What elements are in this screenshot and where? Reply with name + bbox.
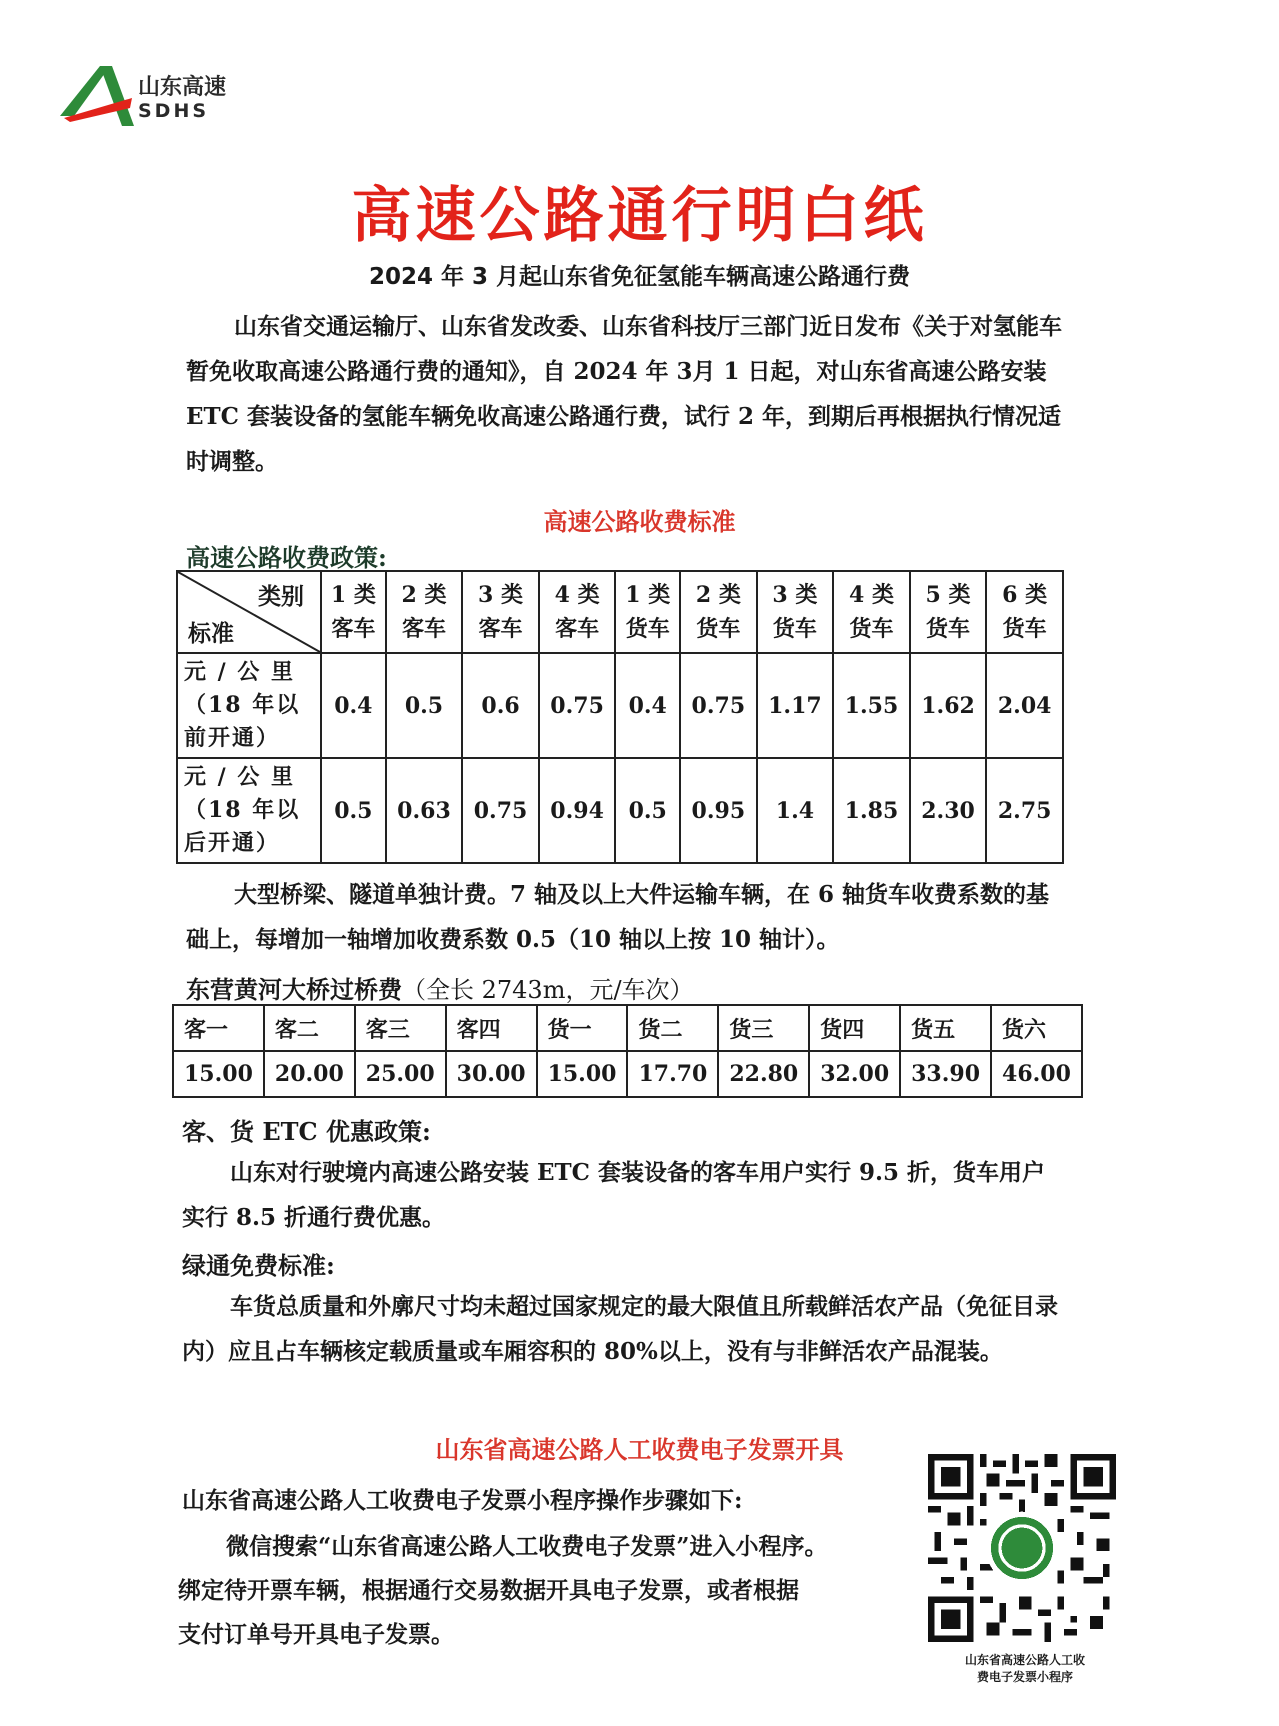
invoice-step-bind: 绑定待开票车辆，根据通行交易数据开具电子发票，或者根据 bbox=[178, 1577, 799, 1604]
intro-paragraph: 山东省交通运输厅、山东省发改委、山东省科技厅三部门近日发布《关于对氢能车暂免收取高速公路通行费的通知》，自 2024 年 3月 1 日起，对山东省高速公路安装 ETC 套装设备的氢能车辆免收高速公路通行费，试行 2 年，到期后再根据执行情况适时调整。 bbox=[186, 313, 1062, 475]
fee-cell: 0.75 bbox=[462, 758, 539, 863]
fee-cell: 1.62 bbox=[910, 653, 987, 758]
fee-col-header: 4 类 客车 bbox=[539, 571, 616, 653]
fee-cell: 2.75 bbox=[986, 758, 1063, 863]
qr-code-icon bbox=[928, 1454, 1116, 1642]
fee-cell: 1.17 bbox=[757, 653, 834, 758]
invoice-step-search: 微信搜索“山东省高速公路人工收费电子发票”进入小程序。 bbox=[226, 1533, 828, 1560]
fee-table bbox=[176, 570, 1064, 864]
green-channel-text: 车货总质量和外廓尺寸均未超过国家规定的最大限值且所载鲜活农产品（免征目录内）应且占车辆核定载质量或车厢容积的 80%以上，没有与非鲜活农产品混装。 bbox=[182, 1293, 1058, 1365]
fee-col-header: 3 类 货车 bbox=[757, 571, 834, 653]
bridge-toll-cell: 32.00 bbox=[809, 1051, 900, 1097]
bridge-toll-table bbox=[172, 1004, 1083, 1098]
corner-standard-label: 标准 bbox=[188, 620, 234, 647]
page-title: 高速公路通行明白纸 bbox=[351, 181, 928, 251]
fee-cell: 0.63 bbox=[386, 758, 463, 863]
fee-cell: 0.4 bbox=[615, 653, 680, 758]
fee-cell: 0.95 bbox=[680, 758, 757, 863]
green-channel-label: 绿通免费标准: bbox=[182, 1251, 335, 1280]
page-subtitle: 2024 年 3 月起山东省免征氢能车辆高速公路通行费 bbox=[368, 264, 911, 290]
bridge-toll-header-row bbox=[173, 1005, 1082, 1051]
bridge-toll-value-row bbox=[173, 1051, 1082, 1097]
fee-cell: 0.5 bbox=[386, 653, 463, 758]
qr-caption-line-2: 费电子发票小程序 bbox=[976, 1670, 1073, 1684]
fee-table-row-post2018 bbox=[177, 758, 1063, 863]
fee-cell: 0.94 bbox=[539, 758, 616, 863]
fee-table-corner bbox=[177, 571, 321, 653]
bridge-toll-cell: 17.70 bbox=[627, 1051, 718, 1097]
fee-cell: 0.5 bbox=[321, 758, 386, 863]
fee-cell: 0.4 bbox=[321, 653, 386, 758]
bridge-tunnel-note: 大型桥梁、隧道单独计费。7 轴及以上大件运输车辆，在 6 轴货车收费系数的基础上，每增加一轴增加收费系数 0.5（10 轴以上按 10 轴计）。 bbox=[186, 881, 1050, 953]
fee-standard-heading: 高速公路收费标准 bbox=[543, 508, 736, 536]
bridge-toll-cell: 15.00 bbox=[537, 1051, 628, 1097]
bridge-toll-cell: 20.00 bbox=[264, 1051, 355, 1097]
mini-program-qr-code[interactable] bbox=[928, 1454, 1116, 1642]
invoice-heading: 山东省高速公路人工收费电子发票开具 bbox=[435, 1436, 844, 1464]
bridge-col-header: 客一 bbox=[173, 1005, 264, 1051]
sdhs-logo-icon bbox=[60, 62, 136, 132]
sdhs-logo bbox=[60, 62, 230, 134]
bridge-col-header: 货三 bbox=[718, 1005, 809, 1051]
bridge-col-header: 客四 bbox=[446, 1005, 537, 1051]
bridge-col-header: 货六 bbox=[991, 1005, 1082, 1051]
bridge-toll-cell: 46.00 bbox=[991, 1051, 1082, 1097]
fee-table-header-row bbox=[177, 571, 1063, 653]
etc-policy-label: 客、货 ETC 优惠政策: bbox=[182, 1117, 431, 1146]
bridge-col-header: 货一 bbox=[537, 1005, 628, 1051]
fee-col-header: 1 类 客车 bbox=[321, 571, 386, 653]
logo-brand-cn: 山东高速 bbox=[138, 75, 227, 100]
fee-policy-label: 高速公路收费政策: bbox=[186, 543, 387, 572]
fee-cell: 1.4 bbox=[757, 758, 834, 863]
fee-cell: 1.55 bbox=[833, 653, 910, 758]
fee-cell: 0.5 bbox=[615, 758, 680, 863]
bridge-fee-label bbox=[186, 970, 694, 1005]
fee-table-row-pre2018 bbox=[177, 653, 1063, 758]
bridge-col-header: 货四 bbox=[809, 1005, 900, 1051]
bridge-col-header: 货五 bbox=[900, 1005, 991, 1051]
bridge-fee-label-main: 东营黄河大桥过桥费 bbox=[186, 975, 402, 1004]
fee-col-header: 2 类 客车 bbox=[386, 571, 463, 653]
bridge-col-header: 客二 bbox=[264, 1005, 355, 1051]
invoice-step-intro: 山东省高速公路人工收费电子发票小程序操作步骤如下: bbox=[182, 1487, 743, 1514]
logo-brand-en: SDHS bbox=[138, 100, 210, 122]
bridge-toll-cell: 30.00 bbox=[446, 1051, 537, 1097]
fee-cell: 0.75 bbox=[539, 653, 616, 758]
fee-col-header: 1 类 货车 bbox=[615, 571, 680, 653]
row-label: 元 / 公 里 （18 年以 后开通） bbox=[177, 758, 321, 863]
bridge-col-header: 客三 bbox=[355, 1005, 446, 1051]
fee-col-header: 6 类 货车 bbox=[986, 571, 1063, 653]
fee-cell: 0.75 bbox=[680, 653, 757, 758]
fee-col-header: 4 类 货车 bbox=[833, 571, 910, 653]
bridge-fee-label-detail: （全长 2743m，元/车次） bbox=[402, 976, 694, 1004]
fee-col-header: 3 类 客车 bbox=[462, 571, 539, 653]
qr-caption bbox=[940, 1652, 1110, 1686]
fee-cell: 1.85 bbox=[833, 758, 910, 863]
fee-cell: 2.04 bbox=[986, 653, 1063, 758]
fee-cell: 0.6 bbox=[462, 653, 539, 758]
qr-caption-line-1: 山东省高速公路人工收 bbox=[964, 1653, 1085, 1667]
bridge-toll-cell: 33.90 bbox=[900, 1051, 991, 1097]
invoice-step-order: 支付订单号开具电子发票。 bbox=[178, 1621, 454, 1648]
etc-policy-text: 山东对行驶境内高速公路安装 ETC 套装设备的客车用户实行 9.5 折，货车用户实行 8.5 折通行费优惠。 bbox=[182, 1159, 1045, 1231]
bridge-toll-cell: 25.00 bbox=[355, 1051, 446, 1097]
fee-col-header: 2 类 货车 bbox=[680, 571, 757, 653]
row-label: 元 / 公 里 （18 年以 前开通） bbox=[177, 653, 321, 758]
corner-category-label: 类别 bbox=[258, 583, 304, 610]
bridge-col-header: 货二 bbox=[627, 1005, 718, 1051]
bridge-toll-cell: 15.00 bbox=[173, 1051, 264, 1097]
bridge-toll-cell: 22.80 bbox=[718, 1051, 809, 1097]
fee-col-header: 5 类 货车 bbox=[910, 571, 987, 653]
fee-cell: 2.30 bbox=[910, 758, 987, 863]
